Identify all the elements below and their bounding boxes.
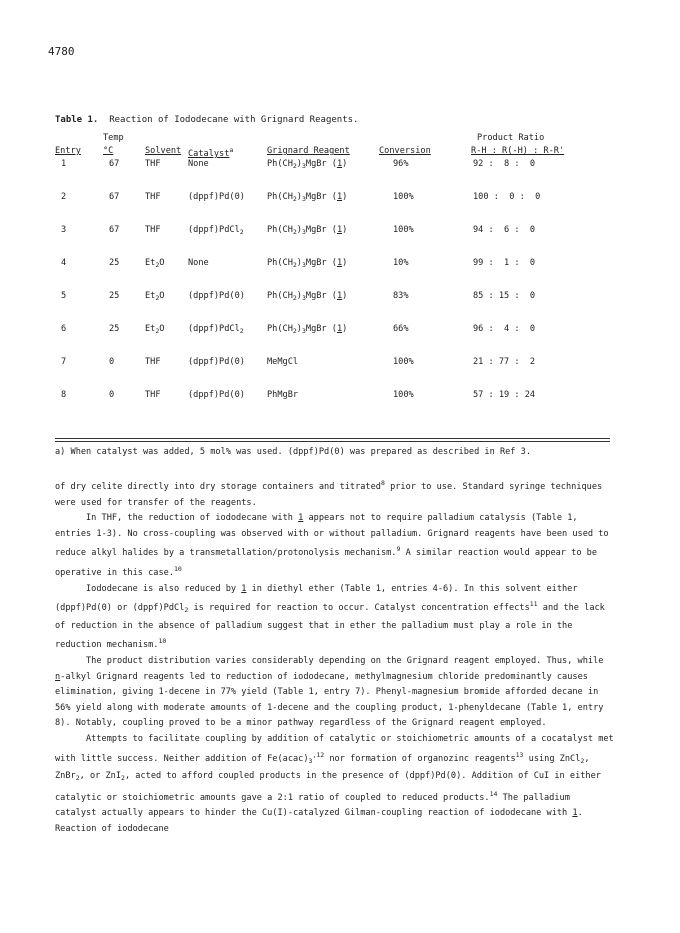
table-rule-bottom bbox=[55, 441, 610, 442]
cell-conversion: 10% bbox=[393, 258, 409, 268]
cell-catalyst: None bbox=[188, 258, 209, 268]
cell-ratio: 92 : 8 : 0 bbox=[473, 159, 536, 169]
table-row bbox=[55, 291, 573, 324]
header-ratio: R-H : R(-H) : R-R' bbox=[471, 146, 565, 156]
cell-entry: 4 bbox=[61, 258, 67, 268]
header-product-ratio: Product Ratio bbox=[477, 133, 545, 143]
cell-conversion: 100% bbox=[393, 225, 414, 235]
cell-temp: 0 bbox=[109, 390, 115, 400]
cell-solvent: THF bbox=[145, 390, 161, 400]
cell-entry: 7 bbox=[61, 357, 67, 367]
table-row bbox=[55, 225, 573, 258]
cell-conversion: 83% bbox=[393, 291, 409, 301]
cell-temp: 25 bbox=[109, 258, 120, 268]
header-temp: Temp bbox=[103, 133, 124, 143]
cell-catalyst: (dppf)Pd(0) bbox=[188, 390, 245, 400]
paragraph-2: In THF, the reduction of iododecane with 1 appears not to require palladium catalysis (Table 1, entries 1-3). No cross-coupling was observed with or without palladium. Grignard reagents have been used to reduce alkyl halides by a transmetallation/protonolysis mechanism.$^9$ A similar reaction would appear to be operative in this case.$^{10}$ bbox=[55, 513, 609, 578]
cell-ratio: 21 : 77 : 2 bbox=[473, 357, 536, 367]
cell-catalyst: (dppf)PdCl$_2$ bbox=[188, 225, 244, 236]
cell-reagent: $Ph(CH_2)_3MgBr$ (1) bbox=[267, 324, 348, 335]
cell-conversion: 100% bbox=[393, 357, 414, 367]
table-label: Table 1. bbox=[55, 115, 99, 125]
cell-temp: 25 bbox=[109, 324, 120, 334]
cell-reagent: $Ph(CH_2)_3MgBr$ (1) bbox=[267, 159, 348, 170]
table-row bbox=[55, 258, 573, 291]
cell-temp: 0 bbox=[109, 357, 115, 367]
cell-conversion: 100% bbox=[393, 192, 414, 202]
cell-catalyst: None bbox=[188, 159, 209, 169]
cell-entry: 2 bbox=[61, 192, 67, 202]
cell-catalyst: (dppf)Pd(0) bbox=[188, 291, 245, 301]
cell-ratio: 96 : 4 : 0 bbox=[473, 324, 536, 334]
header-catalyst: Catalyst bbox=[188, 149, 230, 159]
cell-reagent: MeMgCl bbox=[267, 357, 299, 367]
body-text bbox=[55, 476, 615, 837]
paragraph-5: Attempts to facilitate coupling by addition of catalytic or stoichiometric amounts of a cocatalyst met with little success. Neither addition of $Fe(acac)_3^{,12}$ nor formation of organozinc reagents$^{13}$ using ZnCl$_2$, ZnBr$_2$, or ZnI$_2$, acted to afford coupled products in the presence of (dppf)Pd(0). Addition of CuI in either catalytic or stoichiometric amounts gave a 2:1 ratio of coupled to reduced products.$^{14}$ The palladium catalyst actually appears to hinder the Cu(I)-catalyzed Gilman-coupling reaction of iododecane with 1. Reaction of iododecane bbox=[55, 733, 614, 834]
table-row bbox=[55, 357, 573, 390]
cell-catalyst: (dppf)Pd(0) bbox=[188, 192, 245, 202]
cell-ratio: 94 : 6 : 0 bbox=[473, 225, 536, 235]
cell-solvent: $Et_2O$ bbox=[145, 258, 165, 269]
cell-temp: 67 bbox=[109, 192, 120, 202]
cell-temp: 67 bbox=[109, 159, 120, 169]
cell-ratio: 85 : 15 : 0 bbox=[473, 291, 536, 301]
table-rule-top bbox=[55, 438, 610, 439]
table-row bbox=[55, 324, 573, 357]
header-catalyst-cell bbox=[188, 146, 267, 159]
paragraph-4: The product distribution varies considerably depending on the Grignard reagent employed. Thus, while n-alkyl Grignard reagents led to reduction of iododecane, methylmagnesium chloride predominantly causes elimination, giving 1-decene in 77% yield (Table 1, entry 7). Phenyl-magnesium bromide afforded decane in 56% yield along with moderate amounts of 1-decene and the coupling product, 1-phenyldecane (Table 1, entry 8). Notably, coupling proved to be a minor pathway regardless of the Grignard reagent employed. bbox=[55, 655, 604, 729]
cell-conversion: 100% bbox=[393, 390, 414, 400]
table-row bbox=[55, 192, 573, 225]
cell-solvent: $Et_2O$ bbox=[145, 291, 165, 302]
header-grignard: Grignard Reagent bbox=[267, 146, 350, 156]
cell-reagent: PhMgBr bbox=[267, 390, 299, 400]
results-table bbox=[55, 133, 573, 423]
paragraph-1: of dry celite directly into dry storage containers and titrated$^8$ prior to use. Standard syringe techniques were used for transfer of the reagents. bbox=[55, 479, 603, 508]
cell-ratio: 57 : 19 : 24 bbox=[473, 390, 536, 400]
cell-entry: 5 bbox=[61, 291, 67, 301]
table-row bbox=[55, 390, 573, 423]
header-solvent: Solvent bbox=[145, 146, 182, 156]
page-number: 4780 bbox=[48, 45, 75, 58]
table-title: Reaction of Iododecane with Grignard Reagents. bbox=[109, 115, 359, 125]
cell-solvent: THF bbox=[145, 159, 161, 169]
cell-solvent: $Et_2O$ bbox=[145, 324, 165, 335]
cell-entry: 1 bbox=[61, 159, 67, 169]
cell-temp: 25 bbox=[109, 291, 120, 301]
cell-entry: 8 bbox=[61, 390, 67, 400]
cell-catalyst: (dppf)Pd(0) bbox=[188, 357, 245, 367]
table-row bbox=[55, 159, 573, 192]
header-entry: Entry bbox=[55, 146, 81, 156]
table-footnote: a) When catalyst was added, 5 mol% was used. (dppf)Pd(0) was prepared as described in Ref 3. bbox=[55, 447, 531, 457]
paragraph-3: Iododecane is also reduced by 1 in diethyl ether (Table 1, entries 4-6). In this solvent either (dppf)Pd(0) or (dppf)PdCl$_2$ is required for reaction to occur. Catalyst concentration effects$^{11}$ and the lack of reduction in the absence of palladium suggest that in ether the palladium must play a role in the reduction mechanism.$^{10}$ bbox=[55, 583, 605, 651]
table-body bbox=[55, 159, 573, 423]
table-caption bbox=[55, 115, 358, 125]
cell-conversion: 66% bbox=[393, 324, 409, 334]
header-row bbox=[55, 146, 573, 159]
catalyst-footnote-mark: a bbox=[229, 146, 234, 154]
cell-entry: 6 bbox=[61, 324, 67, 334]
cell-reagent: $Ph(CH_2)_3MgBr$ (1) bbox=[267, 258, 348, 269]
cell-solvent: THF bbox=[145, 225, 161, 235]
cell-temp: 67 bbox=[109, 225, 120, 235]
header-temp-unit: °C bbox=[103, 146, 114, 156]
header-row-top bbox=[55, 133, 573, 146]
cell-reagent: $Ph(CH_2)_3MgBr$ (1) bbox=[267, 192, 348, 203]
cell-catalyst: (dppf)PdCl$_2$ bbox=[188, 324, 244, 335]
cell-reagent: $Ph(CH_2)_3MgBr$ (1) bbox=[267, 291, 348, 302]
cell-ratio: 100 : 0 : 0 bbox=[473, 192, 541, 202]
cell-ratio: 99 : 1 : 0 bbox=[473, 258, 536, 268]
header-conversion: Conversion bbox=[379, 146, 431, 156]
cell-reagent: $Ph(CH_2)_3MgBr$ (1) bbox=[267, 225, 348, 236]
cell-solvent: THF bbox=[145, 192, 161, 202]
cell-conversion: 96% bbox=[393, 159, 409, 169]
cell-solvent: THF bbox=[145, 357, 161, 367]
cell-entry: 3 bbox=[61, 225, 67, 235]
